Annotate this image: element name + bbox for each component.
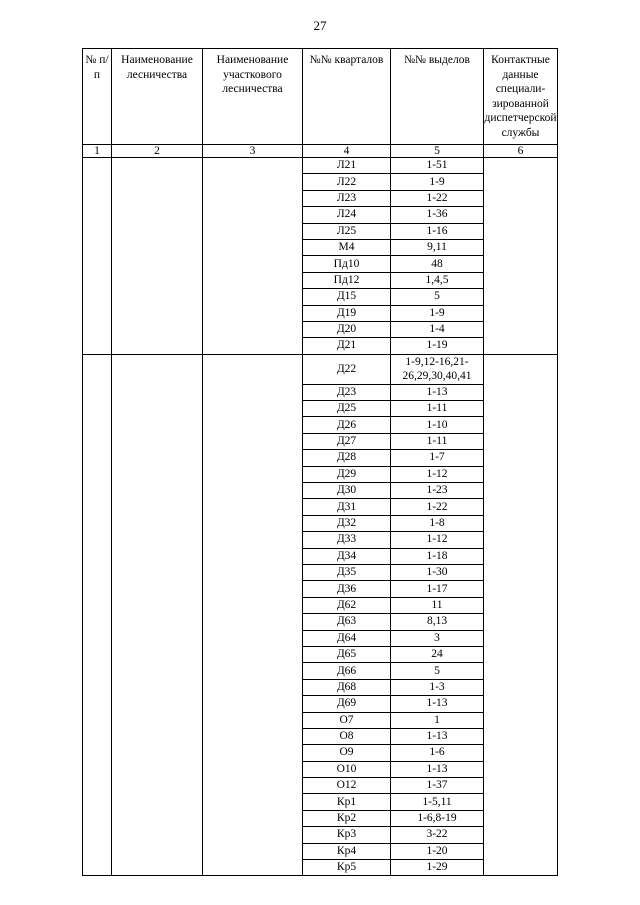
plots-cell: 1: [391, 712, 484, 728]
plots-cell: 1,4,5: [391, 272, 484, 288]
quarter-cell: Д32: [303, 515, 391, 531]
quarter-cell: О12: [303, 778, 391, 794]
empty-district-cell: [203, 158, 303, 355]
plots-cell: 1-5,11: [391, 794, 484, 810]
plots-cell: 1-19: [391, 338, 484, 354]
quarter-cell: Д35: [303, 564, 391, 580]
column-number: 4: [303, 145, 391, 158]
quarter-cell: Кр4: [303, 843, 391, 859]
quarter-cell: Д23: [303, 384, 391, 400]
column-number-row: [83, 145, 558, 158]
plots-cell: 1-36: [391, 207, 484, 223]
plots-cell: 1-6: [391, 745, 484, 761]
quarter-cell: Д69: [303, 696, 391, 712]
quarter-cell: Кр5: [303, 860, 391, 876]
plots-cell: 3-22: [391, 827, 484, 843]
quarter-cell: Д62: [303, 597, 391, 613]
plots-cell: 1-13: [391, 728, 484, 744]
plots-cell: 1-20: [391, 843, 484, 859]
plots-cell: 1-10: [391, 417, 484, 433]
table-row: [83, 354, 558, 384]
quarter-cell: О10: [303, 761, 391, 777]
quarter-cell: Д19: [303, 305, 391, 321]
plots-cell: 1-7: [391, 450, 484, 466]
plots-cell: 1-37: [391, 778, 484, 794]
plots-cell: 1-18: [391, 548, 484, 564]
quarter-cell: Д27: [303, 433, 391, 449]
plots-cell: 1-9,12-16,21-26,29,30,40,41: [391, 354, 484, 384]
header-quarters: [303, 49, 391, 145]
plots-cell: 1-13: [391, 696, 484, 712]
plots-cell: 1-11: [391, 433, 484, 449]
plots-cell: 11: [391, 597, 484, 613]
quarter-cell: О7: [303, 712, 391, 728]
header-forestry: [112, 49, 203, 145]
plots-cell: 48: [391, 256, 484, 272]
column-number: 3: [203, 145, 303, 158]
header-num-text: № п/п: [85, 54, 109, 81]
plots-cell: 8,13: [391, 614, 484, 630]
quarter-cell: Д66: [303, 663, 391, 679]
column-number: 5: [391, 145, 484, 158]
quarter-cell: Д64: [303, 630, 391, 646]
plots-cell: 1-22: [391, 499, 484, 515]
quarter-cell: Кр2: [303, 810, 391, 826]
quarter-cell: Д22: [303, 354, 391, 384]
quarter-cell: Д65: [303, 646, 391, 662]
plots-cell: 1-8: [391, 515, 484, 531]
plots-cell: 1-13: [391, 761, 484, 777]
quarter-cell: Д36: [303, 581, 391, 597]
empty-contacts-cell: [484, 354, 558, 876]
plots-cell: 1-16: [391, 223, 484, 239]
quarter-cell: Л25: [303, 223, 391, 239]
plots-cell: 1-6,8-19: [391, 810, 484, 826]
empty-district-cell: [203, 354, 303, 876]
plots-cell: 1-11: [391, 401, 484, 417]
plots-cell: 1-17: [391, 581, 484, 597]
empty-num-cell: [83, 354, 112, 876]
quarter-cell: Д33: [303, 532, 391, 548]
quarter-cell: О9: [303, 745, 391, 761]
quarter-cell: Л24: [303, 207, 391, 223]
table-row: [83, 158, 558, 174]
quarter-cell: Д34: [303, 548, 391, 564]
quarter-cell: Д63: [303, 614, 391, 630]
empty-forestry-cell: [112, 354, 203, 876]
quarter-cell: Л21: [303, 158, 391, 174]
plots-cell: 1-12: [391, 466, 484, 482]
quarter-cell: Л23: [303, 190, 391, 206]
page-number: 27: [313, 18, 327, 33]
plots-cell: 1-30: [391, 564, 484, 580]
quarter-cell: Д30: [303, 483, 391, 499]
plots-cell: 5: [391, 663, 484, 679]
header-forestry-text: Наименование лесничества: [121, 54, 193, 81]
empty-num-cell: [83, 158, 112, 355]
quarter-cell: Д29: [303, 466, 391, 482]
header-contacts-text: Контактные данные специали-зированной диспетчерской службы: [484, 54, 557, 139]
header-plots-text: №№ выделов: [404, 54, 470, 66]
quarter-cell: Д21: [303, 338, 391, 354]
quarter-cell: Д25: [303, 401, 391, 417]
plots-cell: 1-12: [391, 532, 484, 548]
header-district-forestry-text: Наименование участкового лесничества: [216, 54, 289, 95]
quarter-cell: Л22: [303, 174, 391, 190]
forest-quarters-table: [82, 48, 558, 876]
quarter-cell: Д15: [303, 289, 391, 305]
quarter-cell: Д31: [303, 499, 391, 515]
header-num: [83, 49, 112, 145]
header-district-forestry: [203, 49, 303, 145]
empty-contacts-cell: [484, 158, 558, 355]
quarter-cell: Д26: [303, 417, 391, 433]
quarter-cell: О8: [303, 728, 391, 744]
empty-forestry-cell: [112, 158, 203, 355]
plots-cell: 1-23: [391, 483, 484, 499]
plots-cell: 5: [391, 289, 484, 305]
header-quarters-text: №№ кварталов: [309, 54, 384, 66]
header-plots: [391, 49, 484, 145]
plots-cell: 3: [391, 630, 484, 646]
quarter-cell: Д28: [303, 450, 391, 466]
quarter-cell: Пд12: [303, 272, 391, 288]
plots-cell: 1-3: [391, 679, 484, 695]
plots-cell: 24: [391, 646, 484, 662]
column-number: 1: [83, 145, 112, 158]
quarter-cell: Кр1: [303, 794, 391, 810]
quarter-cell: М4: [303, 239, 391, 255]
header-contacts: [484, 49, 558, 145]
plots-cell: 1-22: [391, 190, 484, 206]
column-number: 6: [484, 145, 558, 158]
quarter-cell: Д68: [303, 679, 391, 695]
plots-cell: 1-29: [391, 860, 484, 876]
plots-cell: 1-51: [391, 158, 484, 174]
column-number: 2: [112, 145, 203, 158]
quarter-cell: Пд10: [303, 256, 391, 272]
quarter-cell: Д20: [303, 321, 391, 337]
quarter-cell: Кр3: [303, 827, 391, 843]
plots-cell: 9,11: [391, 239, 484, 255]
plots-cell: 1-13: [391, 384, 484, 400]
plots-cell: 1-9: [391, 305, 484, 321]
plots-cell: 1-4: [391, 321, 484, 337]
plots-cell: 1-9: [391, 174, 484, 190]
header-row: [83, 49, 558, 145]
